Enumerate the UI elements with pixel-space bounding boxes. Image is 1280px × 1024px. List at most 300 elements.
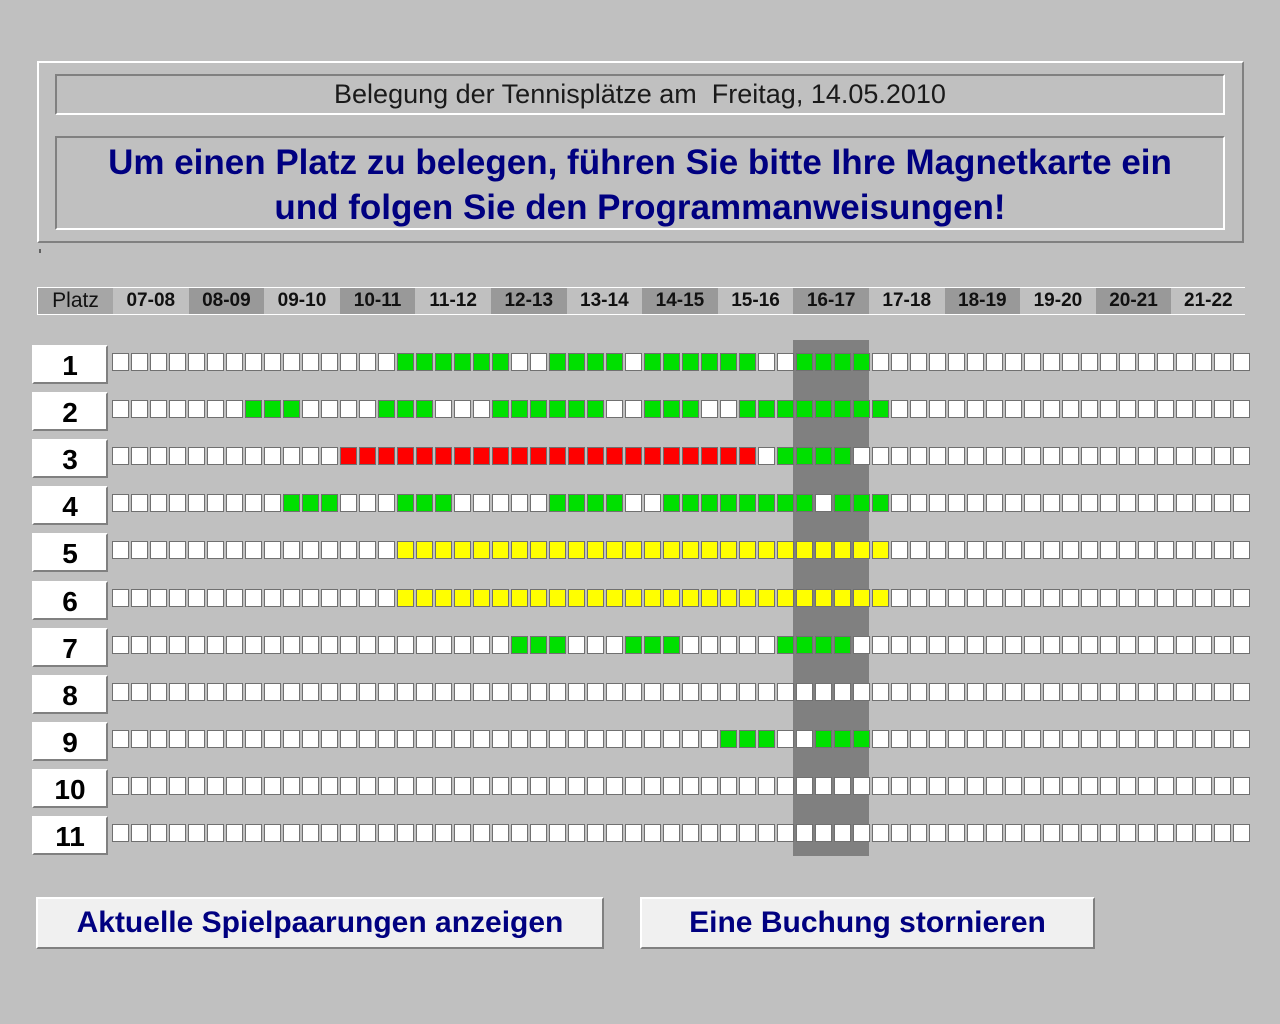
time-slot-cell[interactable] [112,447,129,465]
time-slot-cell[interactable] [226,353,243,371]
time-slot-cell[interactable] [796,730,813,748]
time-slot-cell[interactable] [910,494,927,512]
time-slot-cell[interactable] [511,494,528,512]
time-slot-cell[interactable] [473,636,490,654]
time-slot-cell[interactable] [492,777,509,795]
time-slot-cell[interactable] [815,730,832,748]
time-slot-cell[interactable] [853,494,870,512]
time-slot-cell[interactable] [188,730,205,748]
time-slot-cell[interactable] [606,730,623,748]
time-slot-cell[interactable] [530,447,547,465]
time-slot-cell[interactable] [1024,353,1041,371]
time-slot-cell[interactable] [1214,730,1231,748]
time-slot-cell[interactable] [492,824,509,842]
time-slot-cell[interactable] [435,353,452,371]
time-slot-cell[interactable] [1100,400,1117,418]
time-slot-cell[interactable] [435,730,452,748]
time-slot-cell[interactable] [245,824,262,842]
time-slot-cell[interactable] [929,447,946,465]
time-slot-cell[interactable] [283,824,300,842]
time-slot-cell[interactable] [625,447,642,465]
time-slot-cell[interactable] [378,447,395,465]
time-slot-cell[interactable] [302,400,319,418]
time-slot-cell[interactable] [473,683,490,701]
time-slot-cell[interactable] [1062,353,1079,371]
time-slot-cell[interactable] [454,683,471,701]
time-slot-cell[interactable] [910,447,927,465]
time-slot-cell[interactable] [1176,447,1193,465]
time-slot-cell[interactable] [986,400,1003,418]
time-slot-cell[interactable] [1195,824,1212,842]
time-slot-cell[interactable] [530,589,547,607]
time-slot-cell[interactable] [682,777,699,795]
time-slot-cell[interactable] [169,494,186,512]
time-slot-cell[interactable] [891,824,908,842]
time-slot-cell[interactable] [1214,636,1231,654]
time-slot-cell[interactable] [625,730,642,748]
time-slot-cell[interactable] [1176,589,1193,607]
time-slot-cell[interactable] [872,683,889,701]
time-slot-cell[interactable] [644,494,661,512]
time-slot-cell[interactable] [435,400,452,418]
time-slot-cell[interactable] [511,636,528,654]
time-slot-cell[interactable] [416,683,433,701]
time-slot-cell[interactable] [131,777,148,795]
time-slot-cell[interactable] [1005,447,1022,465]
time-slot-cell[interactable] [872,777,889,795]
time-slot-cell[interactable] [758,777,775,795]
time-slot-cell[interactable] [150,730,167,748]
court-label-6[interactable]: 6 [32,581,108,620]
time-slot-cell[interactable] [891,730,908,748]
court-label-7[interactable]: 7 [32,628,108,667]
time-slot-cell[interactable] [264,636,281,654]
court-label-8[interactable]: 8 [32,675,108,714]
time-slot-cell[interactable] [1024,824,1041,842]
time-slot-cell[interactable] [929,824,946,842]
time-slot-cell[interactable] [967,824,984,842]
time-slot-cell[interactable] [112,636,129,654]
time-slot-cell[interactable] [245,777,262,795]
time-slot-cell[interactable] [131,683,148,701]
time-slot-cell[interactable] [511,777,528,795]
time-slot-cell[interactable] [587,730,604,748]
time-slot-cell[interactable] [986,589,1003,607]
time-slot-cell[interactable] [758,824,775,842]
time-slot-cell[interactable] [473,400,490,418]
time-slot-cell[interactable] [1024,730,1041,748]
time-slot-cell[interactable] [378,541,395,559]
time-slot-cell[interactable] [1233,777,1250,795]
time-slot-cell[interactable] [226,447,243,465]
time-slot-cell[interactable] [169,730,186,748]
time-slot-cell[interactable] [530,494,547,512]
time-slot-cell[interactable] [1043,636,1060,654]
time-slot-cell[interactable] [245,730,262,748]
time-slot-cell[interactable] [701,447,718,465]
time-slot-cell[interactable] [112,541,129,559]
time-slot-cell[interactable] [226,589,243,607]
time-slot-cell[interactable] [1119,447,1136,465]
time-slot-cell[interactable] [1081,400,1098,418]
time-slot-cell[interactable] [131,353,148,371]
time-slot-cell[interactable] [245,589,262,607]
time-slot-cell[interactable] [720,636,737,654]
time-slot-cell[interactable] [321,353,338,371]
time-slot-cell[interactable] [834,400,851,418]
time-slot-cell[interactable] [1100,730,1117,748]
time-slot-cell[interactable] [473,777,490,795]
time-slot-cell[interactable] [682,730,699,748]
time-slot-cell[interactable] [834,683,851,701]
time-slot-cell[interactable] [1005,541,1022,559]
show-pairings-button[interactable]: Aktuelle Spielpaarungen anzeigen [36,897,604,949]
time-slot-cell[interactable] [777,636,794,654]
time-slot-cell[interactable] [853,353,870,371]
time-slot-cell[interactable] [321,636,338,654]
time-slot-cell[interactable] [207,541,224,559]
time-slot-cell[interactable] [739,636,756,654]
time-slot-cell[interactable] [549,730,566,748]
time-slot-cell[interactable] [549,494,566,512]
time-slot-cell[interactable] [1176,824,1193,842]
time-slot-cell[interactable] [853,824,870,842]
time-slot-cell[interactable] [872,824,889,842]
time-slot-cell[interactable] [1176,353,1193,371]
time-slot-cell[interactable] [986,730,1003,748]
time-slot-cell[interactable] [701,777,718,795]
time-slot-cell[interactable] [1024,777,1041,795]
time-slot-cell[interactable] [796,541,813,559]
time-slot-cell[interactable] [1214,353,1231,371]
time-slot-cell[interactable] [1062,636,1079,654]
time-slot-cell[interactable] [663,447,680,465]
time-slot-cell[interactable] [549,683,566,701]
time-slot-cell[interactable] [587,683,604,701]
time-slot-cell[interactable] [663,589,680,607]
time-slot-cell[interactable] [264,494,281,512]
time-slot-cell[interactable] [644,824,661,842]
time-slot-cell[interactable] [948,730,965,748]
time-slot-cell[interactable] [549,589,566,607]
time-slot-cell[interactable] [967,494,984,512]
time-slot-cell[interactable] [720,589,737,607]
time-slot-cell[interactable] [606,683,623,701]
time-slot-cell[interactable] [530,730,547,748]
time-slot-cell[interactable] [1119,353,1136,371]
time-slot-cell[interactable] [492,400,509,418]
time-slot-cell[interactable] [1119,777,1136,795]
time-slot-cell[interactable] [1138,541,1155,559]
time-slot-cell[interactable] [397,353,414,371]
time-slot-cell[interactable] [397,541,414,559]
time-slot-cell[interactable] [492,353,509,371]
time-slot-cell[interactable] [663,824,680,842]
time-slot-cell[interactable] [834,730,851,748]
time-slot-cell[interactable] [1157,683,1174,701]
time-slot-cell[interactable] [226,494,243,512]
time-slot-cell[interactable] [549,777,566,795]
time-slot-cell[interactable] [549,824,566,842]
time-slot-cell[interactable] [986,636,1003,654]
time-slot-cell[interactable] [1176,494,1193,512]
time-slot-cell[interactable] [207,824,224,842]
time-slot-cell[interactable] [1157,636,1174,654]
time-slot-cell[interactable] [1005,730,1022,748]
time-slot-cell[interactable] [359,777,376,795]
time-slot-cell[interactable] [397,589,414,607]
time-slot-cell[interactable] [1081,730,1098,748]
time-slot-cell[interactable] [1214,589,1231,607]
time-slot-cell[interactable] [929,541,946,559]
time-slot-cell[interactable] [188,777,205,795]
time-slot-cell[interactable] [1195,494,1212,512]
time-slot-cell[interactable] [169,447,186,465]
time-slot-cell[interactable] [340,589,357,607]
time-slot-cell[interactable] [720,777,737,795]
time-slot-cell[interactable] [1043,683,1060,701]
time-slot-cell[interactable] [530,541,547,559]
time-slot-cell[interactable] [777,353,794,371]
time-slot-cell[interactable] [891,777,908,795]
time-slot-cell[interactable] [1081,589,1098,607]
time-slot-cell[interactable] [777,494,794,512]
time-slot-cell[interactable] [644,353,661,371]
time-slot-cell[interactable] [283,447,300,465]
time-slot-cell[interactable] [758,494,775,512]
time-slot-cell[interactable] [625,400,642,418]
time-slot-cell[interactable] [188,589,205,607]
time-slot-cell[interactable] [815,683,832,701]
time-slot-cell[interactable] [454,494,471,512]
time-slot-cell[interactable] [378,353,395,371]
court-label-2[interactable]: 2 [32,392,108,431]
time-slot-cell[interactable] [1138,683,1155,701]
time-slot-cell[interactable] [302,353,319,371]
time-slot-cell[interactable] [1233,494,1250,512]
time-slot-cell[interactable] [150,541,167,559]
time-slot-cell[interactable] [1233,447,1250,465]
time-slot-cell[interactable] [1081,636,1098,654]
time-slot-cell[interactable] [1195,541,1212,559]
time-slot-cell[interactable] [492,589,509,607]
time-slot-cell[interactable] [663,636,680,654]
time-slot-cell[interactable] [454,824,471,842]
time-slot-cell[interactable] [150,447,167,465]
time-slot-cell[interactable] [1119,400,1136,418]
time-slot-cell[interactable] [264,353,281,371]
time-slot-cell[interactable] [1024,636,1041,654]
time-slot-cell[interactable] [492,683,509,701]
time-slot-cell[interactable] [948,541,965,559]
time-slot-cell[interactable] [1176,400,1193,418]
time-slot-cell[interactable] [986,541,1003,559]
time-slot-cell[interactable] [1100,494,1117,512]
time-slot-cell[interactable] [150,353,167,371]
time-slot-cell[interactable] [948,494,965,512]
time-slot-cell[interactable] [207,730,224,748]
time-slot-cell[interactable] [796,494,813,512]
time-slot-cell[interactable] [454,353,471,371]
time-slot-cell[interactable] [986,683,1003,701]
time-slot-cell[interactable] [1138,730,1155,748]
time-slot-cell[interactable] [1005,353,1022,371]
time-slot-cell[interactable] [1043,777,1060,795]
time-slot-cell[interactable] [701,353,718,371]
time-slot-cell[interactable] [264,824,281,842]
time-slot-cell[interactable] [891,494,908,512]
time-slot-cell[interactable] [416,589,433,607]
time-slot-cell[interactable] [834,447,851,465]
time-slot-cell[interactable] [720,353,737,371]
time-slot-cell[interactable] [435,683,452,701]
time-slot-cell[interactable] [701,541,718,559]
time-slot-cell[interactable] [986,494,1003,512]
time-slot-cell[interactable] [682,824,699,842]
time-slot-cell[interactable] [549,447,566,465]
time-slot-cell[interactable] [625,494,642,512]
time-slot-cell[interactable] [1005,683,1022,701]
time-slot-cell[interactable] [378,400,395,418]
time-slot-cell[interactable] [188,824,205,842]
time-slot-cell[interactable] [473,353,490,371]
time-slot-cell[interactable] [454,589,471,607]
time-slot-cell[interactable] [378,589,395,607]
time-slot-cell[interactable] [853,400,870,418]
time-slot-cell[interactable] [340,353,357,371]
time-slot-cell[interactable] [1119,541,1136,559]
time-slot-cell[interactable] [131,447,148,465]
court-label-11[interactable]: 11 [32,816,108,855]
time-slot-cell[interactable] [739,541,756,559]
time-slot-cell[interactable] [929,683,946,701]
time-slot-cell[interactable] [701,683,718,701]
time-slot-cell[interactable] [1195,636,1212,654]
time-slot-cell[interactable] [169,824,186,842]
time-slot-cell[interactable] [777,683,794,701]
time-slot-cell[interactable] [359,824,376,842]
time-slot-cell[interactable] [169,589,186,607]
time-slot-cell[interactable] [1081,494,1098,512]
time-slot-cell[interactable] [302,730,319,748]
time-slot-cell[interactable] [1214,683,1231,701]
time-slot-cell[interactable] [1138,494,1155,512]
time-slot-cell[interactable] [739,683,756,701]
time-slot-cell[interactable] [568,589,585,607]
time-slot-cell[interactable] [435,589,452,607]
time-slot-cell[interactable] [872,353,889,371]
time-slot-cell[interactable] [302,824,319,842]
time-slot-cell[interactable] [340,777,357,795]
time-slot-cell[interactable] [1043,824,1060,842]
time-slot-cell[interactable] [967,447,984,465]
time-slot-cell[interactable] [777,777,794,795]
time-slot-cell[interactable] [340,494,357,512]
time-slot-cell[interactable] [169,353,186,371]
time-slot-cell[interactable] [1100,824,1117,842]
time-slot-cell[interactable] [188,541,205,559]
time-slot-cell[interactable] [910,683,927,701]
time-slot-cell[interactable] [511,447,528,465]
time-slot-cell[interactable] [131,636,148,654]
time-slot-cell[interactable] [682,683,699,701]
time-slot-cell[interactable] [701,589,718,607]
time-slot-cell[interactable] [1157,824,1174,842]
time-slot-cell[interactable] [473,494,490,512]
time-slot-cell[interactable] [1138,824,1155,842]
time-slot-cell[interactable] [530,353,547,371]
time-slot-cell[interactable] [397,400,414,418]
time-slot-cell[interactable] [1062,541,1079,559]
time-slot-cell[interactable] [720,683,737,701]
time-slot-cell[interactable] [321,777,338,795]
time-slot-cell[interactable] [435,447,452,465]
time-slot-cell[interactable] [739,447,756,465]
time-slot-cell[interactable] [606,636,623,654]
time-slot-cell[interactable] [815,589,832,607]
time-slot-cell[interactable] [378,730,395,748]
time-slot-cell[interactable] [226,824,243,842]
time-slot-cell[interactable] [948,777,965,795]
time-slot-cell[interactable] [1195,447,1212,465]
time-slot-cell[interactable] [207,589,224,607]
time-slot-cell[interactable] [853,636,870,654]
time-slot-cell[interactable] [340,824,357,842]
time-slot-cell[interactable] [720,494,737,512]
time-slot-cell[interactable] [1233,353,1250,371]
time-slot-cell[interactable] [948,353,965,371]
time-slot-cell[interactable] [967,589,984,607]
time-slot-cell[interactable] [1233,541,1250,559]
time-slot-cell[interactable] [1062,777,1079,795]
time-slot-cell[interactable] [815,400,832,418]
time-slot-cell[interactable] [150,824,167,842]
time-slot-cell[interactable] [1119,589,1136,607]
time-slot-cell[interactable] [720,824,737,842]
time-slot-cell[interactable] [739,400,756,418]
time-slot-cell[interactable] [1176,730,1193,748]
time-slot-cell[interactable] [1100,541,1117,559]
time-slot-cell[interactable] [682,589,699,607]
time-slot-cell[interactable] [967,683,984,701]
time-slot-cell[interactable] [1005,589,1022,607]
time-slot-cell[interactable] [359,636,376,654]
time-slot-cell[interactable] [416,636,433,654]
time-slot-cell[interactable] [1043,353,1060,371]
time-slot-cell[interactable] [568,730,585,748]
time-slot-cell[interactable] [910,824,927,842]
time-slot-cell[interactable] [568,777,585,795]
time-slot-cell[interactable] [644,541,661,559]
time-slot-cell[interactable] [283,353,300,371]
time-slot-cell[interactable] [131,400,148,418]
time-slot-cell[interactable] [492,494,509,512]
time-slot-cell[interactable] [1157,541,1174,559]
time-slot-cell[interactable] [283,683,300,701]
time-slot-cell[interactable] [264,777,281,795]
time-slot-cell[interactable] [1195,683,1212,701]
time-slot-cell[interactable] [948,447,965,465]
time-slot-cell[interactable] [302,447,319,465]
time-slot-cell[interactable] [853,683,870,701]
time-slot-cell[interactable] [169,636,186,654]
time-slot-cell[interactable] [378,824,395,842]
time-slot-cell[interactable] [1100,447,1117,465]
time-slot-cell[interactable] [663,777,680,795]
time-slot-cell[interactable] [112,589,129,607]
time-slot-cell[interactable] [1081,447,1098,465]
time-slot-cell[interactable] [549,400,566,418]
